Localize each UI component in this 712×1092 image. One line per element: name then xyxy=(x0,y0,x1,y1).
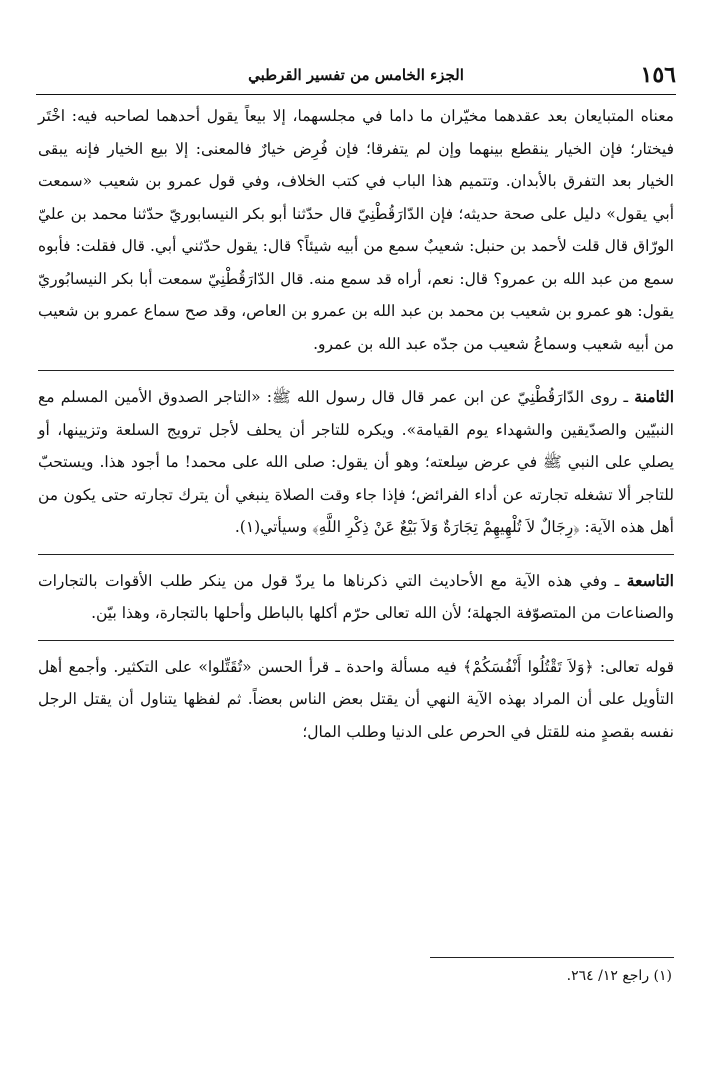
main-text xyxy=(38,100,674,748)
footnote-rule xyxy=(430,957,674,958)
section-divider xyxy=(38,370,674,371)
paragraph-text: قوله تعالى: ﴿وَلاَ تَقْتُلُوا أَنْفُسَكُمْ﴾ فيه مسألة واحدة ـ قرأ الحسن «تُقَتِّلوا» على التكثير. وأجمع أهل التأويل على أن المراد بهذه الآية النهي أن يقتل بعض الناس بعضاً. ثم لفظها يتناول أن يقتل الرجل نفسه بقصدٍ منه للقتل في الحرص على الدنيا وطلب المال؛ xyxy=(38,657,674,741)
paragraph-2 xyxy=(38,381,674,544)
section-divider xyxy=(38,640,674,641)
section-divider xyxy=(38,554,674,555)
paragraph-text: ـ وفي هذه الآية مع الأحاديث التي ذكرناها ما يردّ قول من ينكر طلب الأقوات بالتجارات والصناعات من المتصوّفة الجهلة؛ لأن الله تعالى حرّم أكلها بالباطل وأحلها بالتجارة، وهذا بيّن. xyxy=(38,571,674,622)
paragraph-text: معناه المتبايعان بعد عقدهما مخيّران ما داما في مجلسهما، إلا بيعاً يقول أحدهما لصاحبه فيه: اخْتَر فيختار؛ فإن الخيار ينقطع بينهما وإن لم يتفرقا؛ فإن فُرِض خيارٌ فالمعنى: إلا بيع الخيار فإنه يبقى الخيار بعد التفرق بالأبدان. وتتميم هذا الباب في كتب الخلاف، وفي قول عمرو بن شعيب «سمعت أبي يقول» دليل على صحة حديثه؛ فإن الدّارَقُطْنِيّ قال حدّثنا أبو بكر النيسابوريّ حدّثنا محمد بن عليّ الورّاق قال قلت لأحمد بن حنبل: شعيبٌ سمع من أبيه شيئاً؟ قال: يقول حدّثني أبي. قال فقلت: فأبوه سمع من عبد الله بن عمرو؟ قال: نعم، أراه قد سمع منه. قال الدّارَقُطْنِيّ سمعت أبا بكر النيسابُوريّ يقول: هو عمرو بن شعيب بن محمد بن عبد الله بن عمرو بن العاص، وقد صح سماع عمرو بن شعيب من أبيه شعيب وسماعُ شعيب من جدّه عبد الله بن عمرو. xyxy=(38,107,674,353)
paragraph-3 xyxy=(38,565,674,630)
running-title: الجزء الخامس من تفسير القرطبي xyxy=(248,66,464,84)
paragraph-1 xyxy=(38,100,674,360)
header-rule xyxy=(36,94,676,95)
paragraph-text: ـ روى الدّارَقُطْنِيّ عن ابن عمر قال قال رسول الله ﷺ: «التاجر الصدوق الأمين المسلم مع النبيّين والصدّيقين والشهداء يوم القيامة». ويكره للتاجر أن يحلف لأجل ترويج السلعة وتزيينها، أو يصلي على النبي ﷺ في عرض سِلعته؛ وهو أن يقول: صلى الله على محمد! ما أجود هذا. ويستحبّ للتاجر ألا تشغله تجارته عن أداء الفرائض؛ فإذا جاء وقت الصلاة ينبغي أن يترك تجارته حتى يكون من أهل هذه الآية: ﴿رِجَالٌ لاَ تُلْهِيهِمْ تِجَارَةٌ وَلاَ بَيْعٌ عَنْ ذِكْرِ اللَّهِ﴾ وسيأتي(١). xyxy=(38,388,674,536)
paragraph-4 xyxy=(38,651,674,749)
section-lead: التاسعة xyxy=(626,570,674,590)
section-lead: الثامنة xyxy=(634,387,674,406)
footnote: (١) راجع ١٢/ ٢٦٤. xyxy=(566,968,672,984)
page-number: ١٥٦ xyxy=(640,62,676,88)
page-header xyxy=(36,60,676,90)
